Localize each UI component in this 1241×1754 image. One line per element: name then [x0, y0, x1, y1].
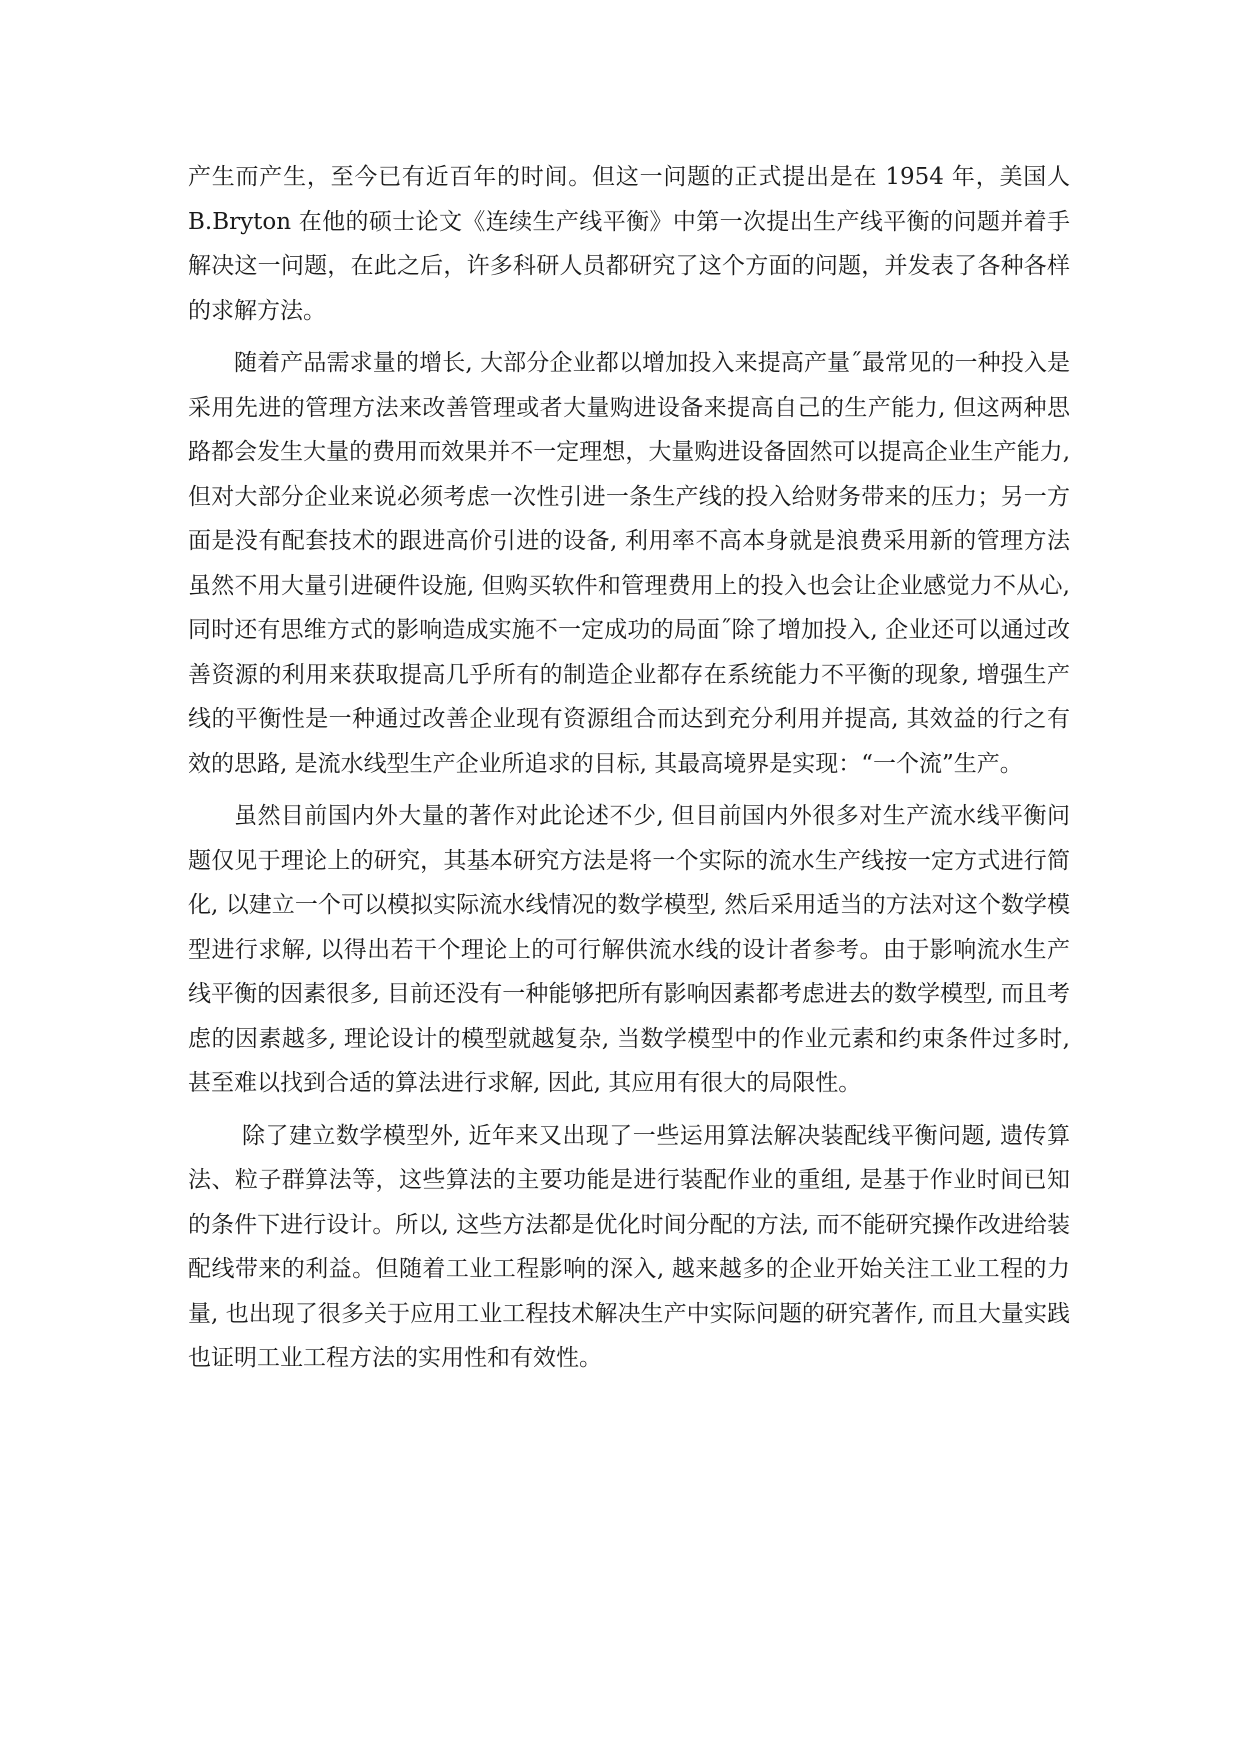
paragraph-2: 随着产品需求量的增长, 大部分企业都以增加投入来提高产量˝最常见的一种投入是采用先进的管理方法来改善管理或者大量购进设备来提高自己的生产能力, 但这两种思路都会发生大量的费用而效果并不一定理想，大量购进设备固然可以提高企业生产能力, 但对大部分企业来说必须考虑一次性引进一条生产线的投入给财务带来的压力；另一方面是没有配套技术的跟进高价引进的设备, 利用率不高本身就是浪费采用新的管理方法虽然不用大量引进硬件设施, 但购买软件和管理费用上的投入也会让企业感觉力不从心, 同时还有思维方式的影响造成实施不一定成功的局面˝除了增加投入, 企业还可以通过改善资源的利用来获取提高几乎所有的制造企业都存在系统能力不平衡的现象, 增强生产线的平衡性是一种通过改善企业现有资源组合而达到充分利用并提高, 其效益的行之有效的思路, 是流水线型生产企业所追求的目标, 其最高境界是实现：“一个流”生产。 — [188, 350, 1070, 777]
paragraph-gap — [188, 333, 1070, 341]
paragraph-gap — [188, 1106, 1070, 1114]
paragraph-gap — [188, 786, 1070, 794]
paragraph-1: 产生而产生，至今已有近百年的时间。但这一问题的正式提出是在 1954 年，美国人 B.Bryton 在他的硕士论文《连续生产线平衡》中第一次提出生产线平衡的问题并着手解决这一问题，在此之后，许多科研人员都研究了这个方面的问题，并发表了各种各样的求解方法。 — [188, 164, 1070, 324]
paragraph-4: 除了建立数学模型外, 近年来又出现了一些运用算法解决装配线平衡问题, 遗传算法、粒子群算法等，这些算法的主要功能是进行装配作业的重组, 是基于作业时间已知的条件下进行设计。所以, 这些方法都是优化时间分配的方法, 而不能研究操作改进给装配线带来的利益。但随着工业工程影响的深入, 越来越多的企业开始关注工业工程的力量, 也出现了很多关于应用工业工程技术解决生产中实际问题的研究著作, 而且大量实践也证明工业工程方法的实用性和有效性。 — [188, 1122, 1070, 1371]
paragraph-3: 虽然目前国内外大量的著作对此论述不少, 但目前国内外很多对生产流水线平衡问题仅见于理论上的研究，其基本研究方法是将一个实际的流水生产线按一定方式进行简化, 以建立一个可以模拟实际流水线情况的数学模型, 然后采用适当的方法对这个数学模型进行求解, 以得出若干个理论上的可行解供流水线的设计者参考。由于影响流水生产线平衡的因素很多, 目前还没有一种能够把所有影响因素都考虑进去的数学模型, 而且考虑的因素越多, 理论设计的模型就越复杂, 当数学模型中的作业元素和约束条件过多时, 甚至难以找到合适的算法进行求解, 因此, 其应用有很大的局限性。 — [188, 803, 1070, 1096]
body-text — [188, 155, 1070, 1381]
